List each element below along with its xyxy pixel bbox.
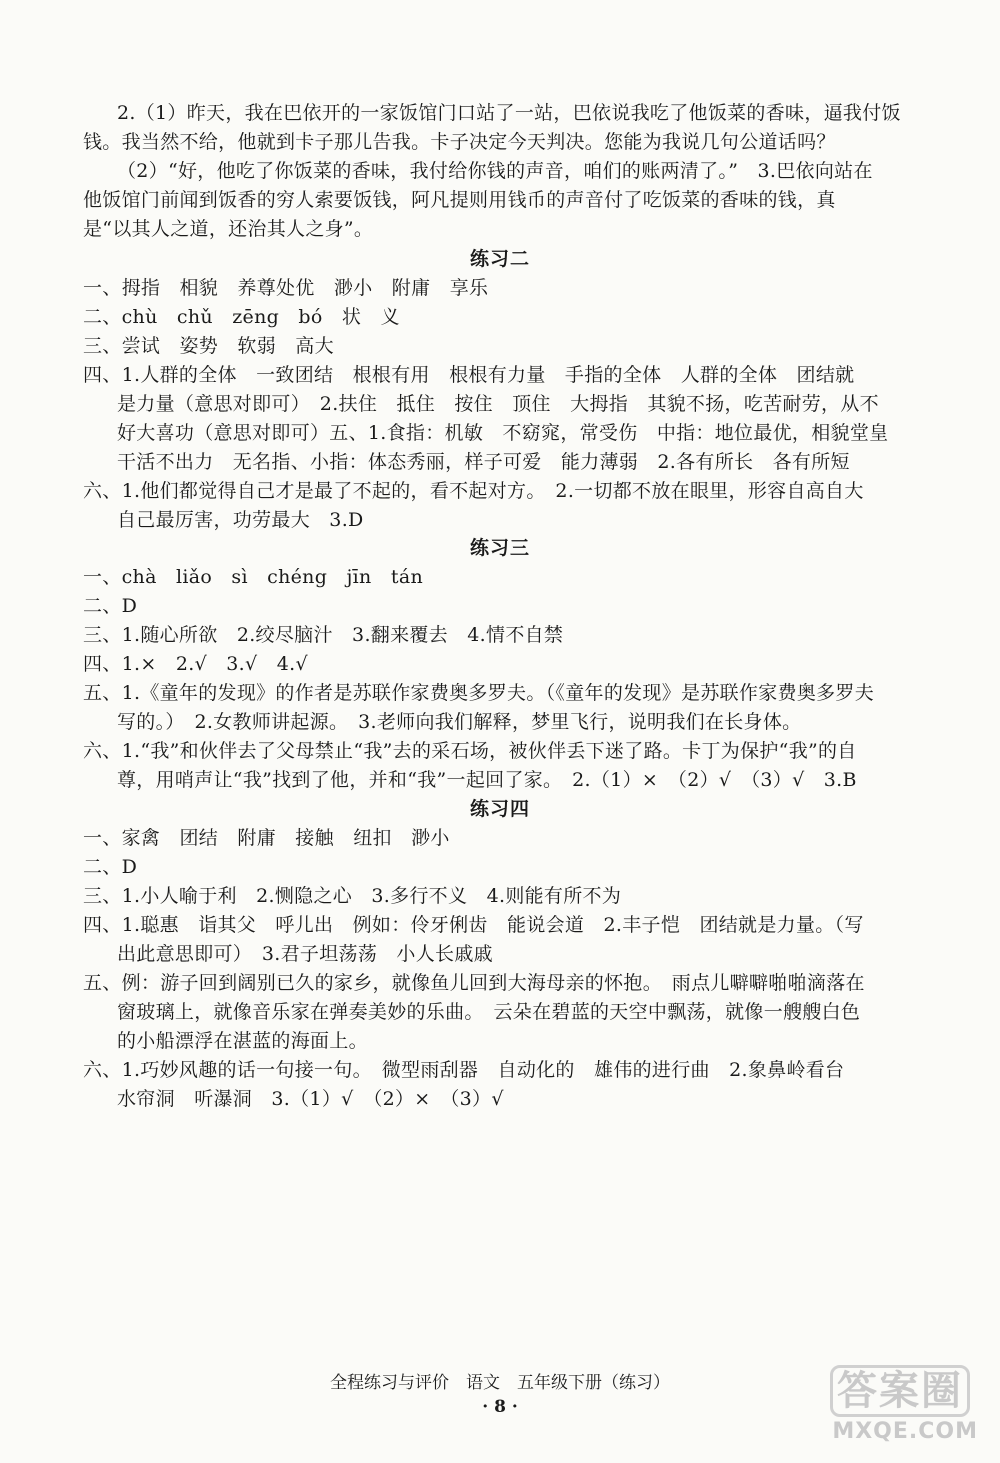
text-line: 是“以其人之道，还治其人之身”。	[83, 218, 374, 240]
text-line: 四、1.× 2.√ 3.√ 4.√	[83, 653, 308, 675]
text-line: 二、D	[83, 856, 138, 878]
text-line: 五、例：游子回到阔别已久的家乡，就像鱼儿回到大海母亲的怀抱。 雨点儿噼噼啪啪滴落在	[83, 972, 865, 994]
watermark-text: 答案圈	[830, 1365, 970, 1417]
text-line: 水帘洞 听瀑洞 3.（1）√ （2）× （3）√	[117, 1088, 504, 1110]
section-heading: 练习二	[469, 248, 530, 270]
text-line: 六、1.巧妙风趣的话一句接一句。 微型雨刮器 自动化的 雄伟的进行曲 2.象鼻岭看台	[83, 1059, 845, 1081]
text-line: 二、D	[83, 595, 138, 617]
text-line: （2）“好，他吃了你饭菜的香味，我付给你钱的声音，咱们的账两清了。” 3.巴依向站在	[117, 160, 873, 182]
page-number: · 8 ·	[482, 1397, 518, 1417]
text-line: 好大喜功（意思对即可）五、1.食指：机敏 不窈窕，常受伤 中指：地位最优，相貌堂皇	[117, 422, 889, 444]
watermark-logo	[828, 1365, 978, 1445]
text-line: 是力量（意思对即可） 2.扶住 抵住 按住 顶住 大拇指 其貌不扬，吃苦耐劳，从不	[117, 393, 879, 415]
text-line: 尊，用哨声让“我”找到了他，并和“我”一起回了家。 2.（1）× （2）√ （3）√ 3.B	[117, 769, 857, 791]
section-heading: 练习四	[469, 798, 530, 820]
text-line: 他饭馆门前闻到饭香的穷人索要饭钱，阿凡提则用钱币的声音付了吃饭菜的香味的钱，真	[83, 189, 836, 211]
text-line: 二、chù chǔ zēng bó 状 义	[83, 306, 400, 328]
text-line: 写的。） 2.女教师讲起源。 3.老师向我们解释，梦里飞行，说明我们在长身体。	[117, 711, 802, 733]
text-line: 自己最厉害，功劳最大 3.D	[117, 509, 364, 531]
text-line: 窗玻璃上，就像音乐家在弹奏美妙的乐曲。 云朵在碧蓝的天空中飘荡，就像一艘艘白色	[117, 1001, 861, 1023]
text-line: 三、1.小人喻于利 2.恻隐之心 3.多行不义 4.则能有所不为	[83, 885, 622, 907]
text-line: 出此意思即可） 3.君子坦荡荡 小人长戚戚	[117, 943, 493, 965]
section-heading: 练习三	[469, 537, 530, 559]
footer-title: 全程练习与评价 语文 五年级下册（练习）	[330, 1373, 670, 1393]
text-line: 四、1.人群的全体 一致团结 根根有用 根根有力量 手指的全体 人群的全体 团结就	[83, 364, 855, 386]
text-line: 三、1.随心所欲 2.绞尽脑汁 3.翻来覆去 4.情不自禁	[83, 624, 564, 646]
text-line: 2.（1）昨天，我在巴依开的一家饭馆门口站了一站，巴依说我吃了他饭菜的香味，逼我付饭	[117, 102, 901, 124]
text-line: 六、1.“我”和伙伴去了父母禁止“我”去的采石场，被伙伴丢下迷了路。卡丁为保护“我”的自	[83, 740, 857, 762]
text-line: 三、尝试 姿势 软弱 高大	[83, 335, 334, 357]
watermark-url: MXQE.COM	[832, 1419, 978, 1444]
text-line: 五、1.《童年的发现》的作者是苏联作家费奥多罗夫。（《童年的发现》是苏联作家费奥多罗夫	[83, 682, 875, 704]
text-line: 一、拇指 相貌 养尊处优 渺小 附庸 享乐	[83, 277, 489, 299]
text-line: 一、家禽 团结 附庸 接触 纽扣 渺小	[83, 827, 450, 849]
text-line: 四、1.聪惠 诣其父 呼儿出 例如：伶牙俐齿 能说会道 2.丰子恺 团结就是力量。（写	[83, 914, 864, 936]
text-line: 的小船漂浮在湛蓝的海面上。	[117, 1030, 368, 1052]
text-line: 一、chà liǎo sì chéng jīn tán	[83, 566, 423, 588]
text-line: 钱。我当然不给，他就到卡子那儿告我。卡子决定今天判决。您能为我说几句公道话吗？	[83, 131, 836, 153]
text-line: 六、1.他们都觉得自己才是最了不起的，看不起对方。 2.一切都不放在眼里，形容自高自大	[83, 480, 864, 502]
text-line: 干活不出力 无名指、小指：体态秀丽，样子可爱 能力薄弱 2.各有所长 各有所短	[117, 451, 850, 473]
